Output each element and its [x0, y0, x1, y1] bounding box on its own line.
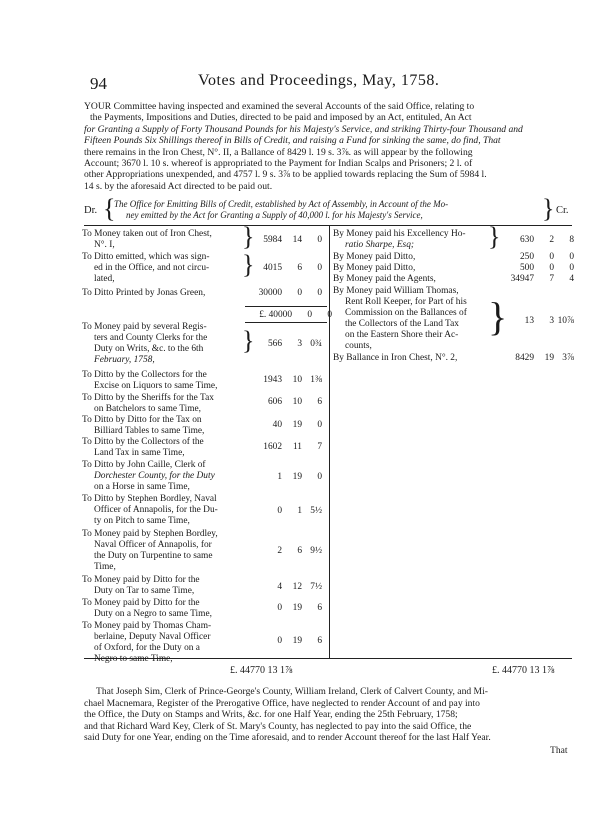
caption-brace-left: { — [103, 194, 116, 223]
caption-line: ney emitted by the Act for Granting a Supply of 40,000 l. for his Majesty's Service, — [126, 210, 423, 220]
debit-entry: To Ditto by the Collectors of the Land Tax in same Time, — [82, 437, 204, 458]
credit-entry: By Money paid William Thomas, Rent Roll Keeper, for Part of his Commission on the Ballances of the Collectors of the Land Tax on the Eastern Shore their Ac- counts, — [333, 286, 467, 351]
debit-entry: To Money taken out of Iron Chest, N°. I, — [82, 229, 212, 250]
catchword: That — [550, 745, 568, 756]
debit-amount: 606 10 6 — [267, 397, 322, 407]
debit-entry: To Ditto by Stephen Bordley, Naval Officer of Annapolis, for the Du- ty on Pitch to same Time, — [82, 494, 218, 526]
credit-amount: 34947 7 4 — [510, 274, 574, 284]
debit-amount: 566 3 0¾ — [267, 339, 322, 349]
footer-line: chael Macnemara, Register of the Prerogative Office, have neglected to render Account of and pay into — [84, 697, 480, 709]
caption-brace-right: } — [542, 194, 555, 223]
footer-line: said Duty for one Year, ending on the Time aforesaid, and to render Account thereof for the last Half Year. — [84, 732, 491, 743]
footer-line: and that Richard Ward Key, Clerk of St. Mary's County, has neglected to pay into the said Office, the — [84, 720, 472, 732]
debit-entry: To Ditto by the Sheriffs for the Tax on Batchelors to same Time, — [82, 393, 214, 414]
credit-amount: 13 3 10⅞ — [524, 316, 574, 326]
debit-amount: 5984 14 0 — [263, 235, 322, 245]
credit-entry: By Money paid Ditto, — [333, 252, 416, 262]
debit-amount: 2 6 9½ — [277, 546, 322, 556]
intro-line: Fifteen Pounds Six Shillings thereof in Bills of Credit, and raising a Fund for sinking the same, do find, That — [84, 135, 501, 147]
footer-line: the Office, the Duty on Stamps and Writs, &c. for one Half Year, ending the 25th February, 1758; — [84, 709, 458, 720]
debit-amount: 0 19 6 — [277, 603, 322, 613]
debit-amount: 0 19 6 — [277, 636, 322, 646]
debit-amount: 1602 11 7 — [263, 442, 322, 452]
credit-entry: By Money paid Ditto, — [333, 263, 416, 273]
intro-paragraph — [84, 101, 523, 192]
debit-amount: 4 12 7½ — [277, 582, 322, 592]
footer-line: That Joseph Sim, Clerk of Prince-George's County, William Ireland, Clerk of Calvert County, and Mi- — [96, 686, 488, 697]
debit-subtotal-underline — [245, 322, 327, 323]
running-head: Votes and Proceedings, May, 1758. — [198, 72, 440, 89]
debit-entry: To Money paid by Ditto for the Duty on a Negro to same Time, — [82, 598, 212, 619]
intro-line: the Payments, Impositions and Duties, directed to be paid and imposed by an Act, entituled, An Act — [90, 112, 472, 124]
credit-entry: By Money paid his Excellency Ho- ratio Sharpe, Esq; — [333, 229, 466, 250]
debit-entry: To Money paid by several Regis- ters and County Clerks for the Duty on Writs, &c. to the 6th February, 1758, — [82, 322, 208, 365]
debit-amount: 1943 10 1⅜ — [263, 375, 322, 385]
credit-amount: 250 0 0 — [519, 252, 574, 262]
cr-label: Cr. — [556, 205, 569, 216]
debit-amount: 1 19 0 — [277, 472, 322, 482]
debit-entry: To Money paid by Ditto for the Duty on Tar to same Time, — [82, 575, 200, 596]
credit-amount: 8429 19 3⅞ — [515, 353, 574, 363]
account-caption — [114, 199, 448, 221]
debit-amount: 0 1 5½ — [277, 506, 322, 516]
intro-line: YOUR Committee having inspected and examined the several Accounts of the said Office, relating to — [84, 101, 475, 112]
column-divider — [329, 225, 330, 659]
footer-paragraph — [84, 686, 491, 744]
debit-total: £. 44770 13 1⅞ — [230, 665, 293, 676]
debit-entry: To Ditto by John Caille, Clerk of Dorchester County, for the Duty on a Horse in same Time, — [82, 460, 215, 492]
caption-line: The Office for Emitting Bills of Credit, established by Act of Assembly, in Account of the Mo- — [114, 199, 449, 209]
debit-subtotal-rule — [245, 306, 327, 307]
page-number: 94 — [90, 74, 107, 93]
debit-entry: To Ditto by Ditto for the Tax on Billiard Tables to same Time, — [82, 415, 205, 436]
intro-line: 14 s. by the aforesaid Act directed to be paid out. — [84, 180, 273, 192]
debit-entry: To Ditto Printed by Jonas Green, — [82, 288, 206, 298]
credit-amount: 630 2 8 — [519, 235, 574, 245]
debit-amount: 40 19 0 — [272, 420, 322, 430]
credit-total: £. 44770 13 1⅞ — [492, 665, 555, 676]
debit-entry: To Money paid by Thomas Cham- berlaine, Deputy Naval Officer of Oxford, for the Duty on a Negro to same Time, — [82, 621, 212, 664]
intro-line: there remains in the Iron Chest, N°. II, a Ballance of 8429 l. 19 s. 3⅞. as will appear by the following — [84, 146, 473, 158]
credit-amount: 500 0 0 — [519, 263, 574, 273]
debit-subtotal: £. 40000 0 0 — [259, 310, 332, 320]
credit-entry: By Ballance in Iron Chest, N°. 2, — [333, 353, 458, 363]
credit-entry: By Money paid the Agents, — [333, 274, 436, 284]
debit-entry: To Ditto by the Collectors for the Excise on Liquors to same Time, — [82, 370, 218, 391]
debit-entry: To Money paid by Stephen Bordley, Naval Officer of Annapolis, for the Duty on Turpentine to same Time, — [82, 529, 218, 572]
debit-amount: 4015 6 0 — [263, 263, 322, 273]
intro-line: other Appropriations unexpended, and 4757 l. 9 s. 3⅞ to be applied towards replacing the Sum of 5984 l. — [84, 169, 487, 181]
intro-line: Account; 3670 l. 10 s. whereof is appropriated to the Payment for Indian Scalps and Prisoners; 2 l. of — [84, 158, 473, 170]
dr-label: Dr. — [84, 205, 98, 216]
intro-line: for Granting a Supply of Forty Thousand Pounds for his Majesty's Service, and striking Thirty-four Thousand and — [84, 123, 523, 135]
debit-entry: To Ditto emitted, which was sign- ed in the Office, and not circu- lated, — [82, 252, 210, 284]
debit-amount: 30000 0 0 — [258, 288, 322, 298]
